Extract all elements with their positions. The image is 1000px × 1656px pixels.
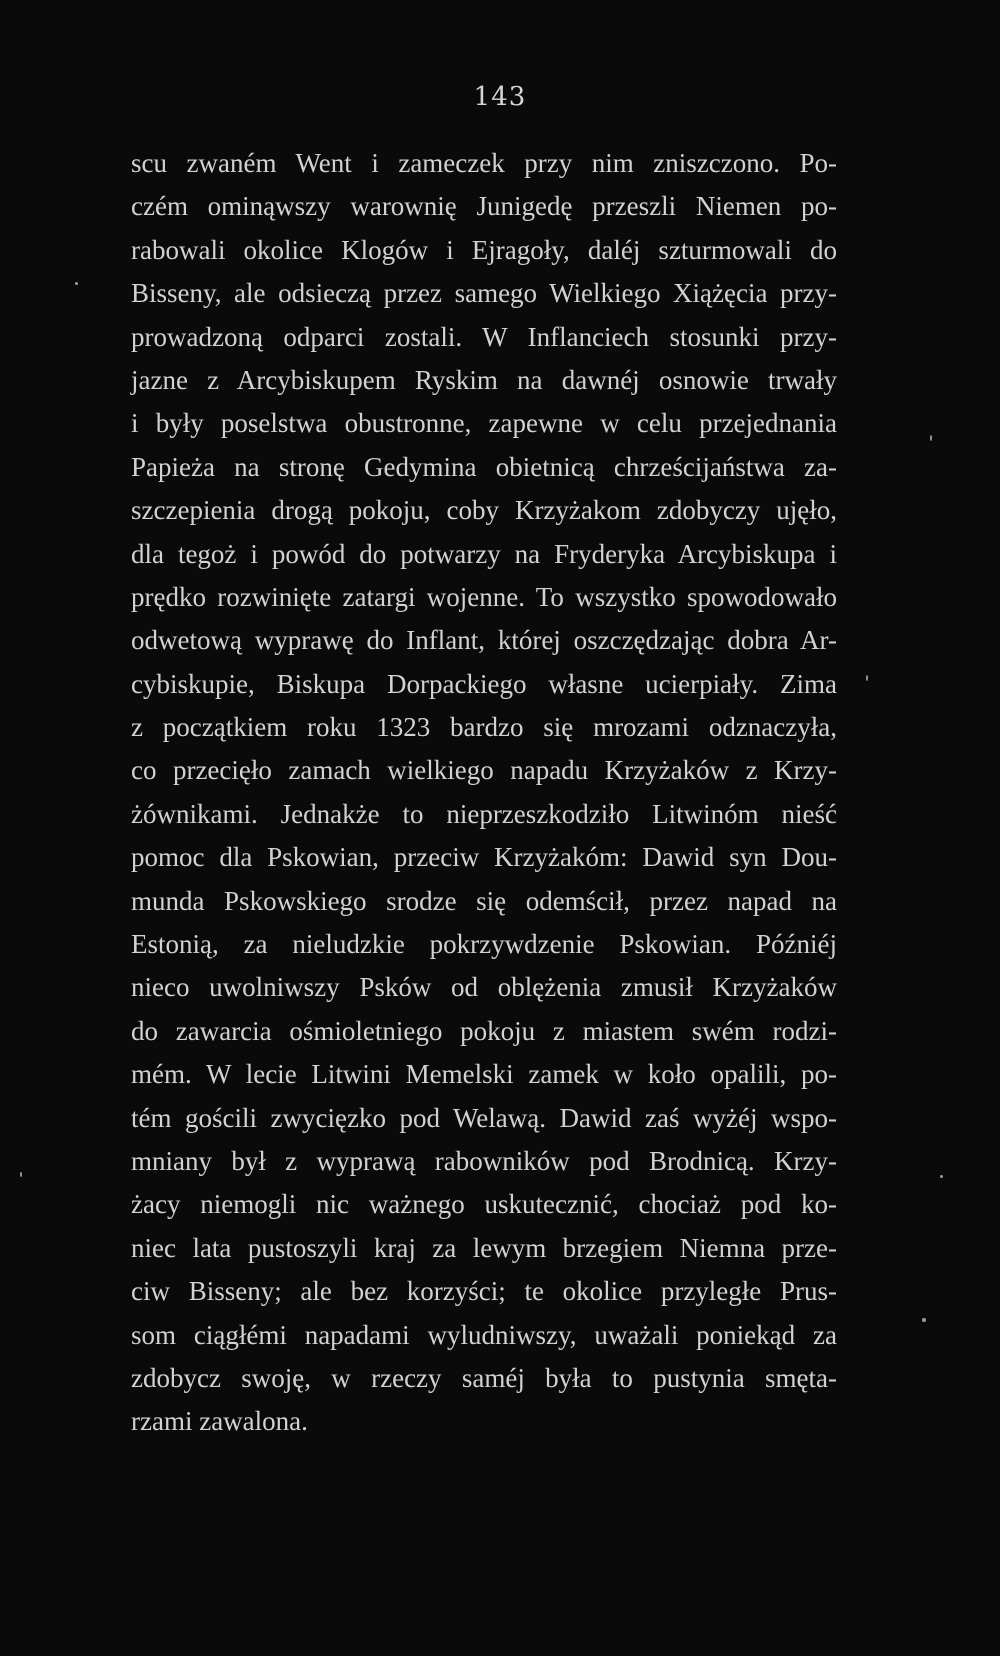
text-line: z początkiem roku 1323 bardzo się mrozami odznaczyła, [131, 712, 837, 743]
text-line: jazne z Arcybiskupem Ryskim na dawnéj osnowie trwały [131, 364, 837, 395]
text-line: cybiskupie, Biskupa Dorpackiego własne ucierpiały. Zima [131, 668, 837, 699]
text-line: co przecięło zamach wielkiego napadu Krzyżaków z Krzy- [131, 755, 837, 786]
scan-speck [930, 435, 932, 441]
text-line: zdobycz swoję, w rzeczy saméj była to pustynia smęta- [131, 1362, 837, 1393]
text-line: mniany był z wyprawą rabowników pod Brodnicą. Krzy- [131, 1145, 837, 1176]
text-line: som ciągłémi napadami wyludniwszy, uważali poniekąd za [131, 1319, 837, 1350]
text-line: ciw Bisseny; ale bez korzyści; te okolice przyległe Prus- [131, 1276, 837, 1307]
text-line: munda Pskowskiego srodze się odemścił, przez napad na [131, 885, 837, 916]
scan-speck [940, 1175, 943, 1178]
text-line: Papieża na stronę Gedymina obietnicą chrześcijaństwa za- [131, 451, 837, 482]
text-line: Estonią, za nieludzkie pokrzywdzenie Pskowian. Późniéj [131, 929, 837, 960]
text-line: prędko rozwinięte zatargi wojenne. To wszystko spowodowało [131, 581, 837, 612]
text-line: pomoc dla Pskowian, przeciw Krzyżakóm: Dawid syn Dou- [131, 842, 837, 873]
text-line: żacy niemogli nic ważnego uskutecznić, chociaż pod ko- [131, 1189, 837, 1220]
text-line: szczepienia drogą pokoju, coby Krzyżakom zdobyczy ujęło, [131, 495, 837, 526]
text-line: żównikami. Jednakże to nieprzeszkodziło Litwinóm nieść [131, 798, 837, 829]
text-line: do zawarcia ośmioletniego pokoju z miastem swém rodzi- [131, 1015, 837, 1046]
text-line: Bisseny, ale odsieczą przez samego Wielkiego Xiążęcia przy- [131, 278, 837, 309]
text-line: niec lata pustoszyli kraj za lewym brzegiem Niemna prze- [131, 1232, 837, 1263]
text-line: tém gościli zwycięzko pod Welawą. Dawid zaś wyżéj wspo- [131, 1102, 837, 1133]
text-line: rabowali okolice Klogów i Ejragoły, daléj szturmowali do [131, 234, 837, 265]
text-line: nieco uwolniwszy Psków od oblężenia zmusił Krzyżaków [131, 972, 837, 1003]
text-line: scu zwaném Went i zameczek przy nim zniszczono. Po- [131, 148, 837, 178]
scan-speck [20, 1172, 22, 1177]
text-line: odwetową wyprawę do Inflant, której oszczędzając dobra Ar- [131, 625, 837, 656]
text-line: prowadzoną odparci zostali. W Inflanciech stosunki przy- [131, 321, 837, 352]
text-line: i były poselstwa obustronne, zapewne w celu przejednania [131, 408, 837, 439]
text-line: mém. W lecie Litwini Memelski zamek w koło opalili, po- [131, 1059, 837, 1090]
page-number: 143 [473, 82, 527, 112]
scan-speck [866, 675, 868, 681]
text-line: rzami zawalona. [131, 1406, 308, 1437]
body-text [131, 142, 837, 1444]
scan-speck [922, 1318, 926, 1322]
text-line: czém ominąwszy warownię Junigedę przeszli Niemen po- [131, 191, 837, 222]
scan-speck [75, 282, 78, 285]
text-line: dla tegoż i powód do potwarzy na Fryderyka Arcybiskupa i [131, 538, 837, 569]
